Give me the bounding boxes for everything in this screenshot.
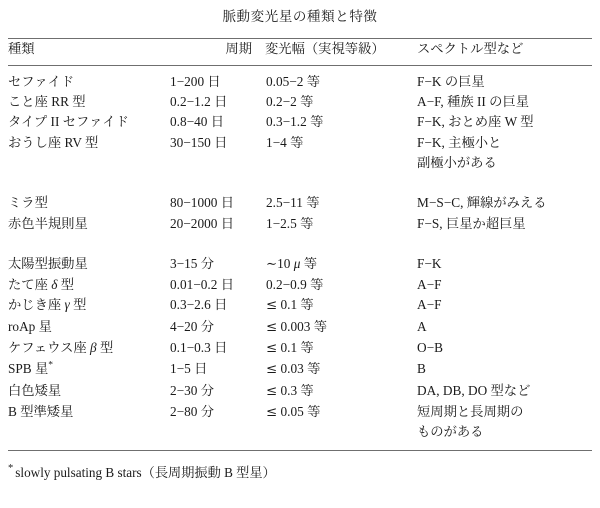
cell-period: 30−150 日 [170, 134, 228, 150]
pulsating-variable-star-body [8, 66, 592, 443]
cell-spectrum [415, 381, 592, 402]
cell-spectrum [415, 66, 592, 92]
table-row [8, 359, 592, 380]
cell-spectrum [415, 92, 592, 112]
cell-period: 0.8−40 日 [170, 114, 225, 130]
cell-type: ミラ型 [8, 195, 48, 211]
gap-cell [8, 173, 592, 193]
cell-type: おうし座 RV 型 [8, 134, 99, 150]
cell-period: 0.01−0.2 日 [170, 277, 235, 293]
cell-amplitude: 0.3−1.2 等 [266, 114, 324, 130]
cell-spectrum [415, 214, 592, 234]
cell-type: タイプ II セファイド [8, 114, 129, 130]
cell-spectrum-line: 副極小がある [417, 154, 497, 170]
table-row [8, 317, 592, 338]
cell-spectrum-line: A−F [417, 297, 442, 313]
cell-spectrum [415, 359, 592, 380]
table-header-row [8, 39, 592, 59]
table-row [8, 402, 592, 443]
cell-period: 2−30 分 [170, 382, 215, 398]
footnote-text: slowly pulsating B stars（長周期振動 B 型星） [15, 464, 276, 480]
cell-period: 0.1−0.3 日 [170, 340, 228, 356]
cell-spectrum [415, 317, 592, 338]
cell-amplitude: ≤ 0.1 等 [266, 340, 314, 357]
cell-period: 1−5 日 [170, 361, 208, 377]
cell-type: たて座 δ 型 [8, 277, 75, 293]
cell-spectrum-line: F−K, おとめ座 W 型 [417, 114, 534, 130]
table-row [8, 92, 592, 112]
table-caption: 脈動変光星の種類と特徴 [222, 9, 378, 24]
table-row [8, 193, 592, 213]
pulsating-variable-star-table [8, 39, 592, 59]
cell-spectrum [415, 193, 592, 213]
cell-type: ケフェウス座 β 型 [8, 340, 114, 356]
cell-amplitude: ≤ 0.1 等 [266, 297, 314, 314]
cell-type: 赤色半規則星 [8, 215, 88, 231]
table-row [8, 214, 592, 234]
table-row [8, 338, 592, 359]
cell-type: roAp 星 [8, 318, 52, 334]
cell-period: 80−1000 日 [170, 195, 235, 211]
cell-amplitude: 1−4 等 [266, 134, 304, 150]
cell-spectrum-line: F−K の巨星 [417, 73, 485, 89]
cell-spectrum-line: ものがある [417, 424, 484, 440]
cell-period: 1−200 日 [170, 73, 221, 89]
cell-spectrum [415, 133, 592, 174]
cell-spectrum-line: B [417, 361, 426, 377]
cell-spectrum-line: F−S, 巨星か超巨星 [417, 215, 526, 231]
cell-spectrum-line: F−K [417, 255, 442, 271]
cell-spectrum [415, 338, 592, 359]
cell-spectrum-line: 短周期と長周期の [417, 403, 524, 419]
cell-spectrum [415, 275, 592, 295]
table-row [8, 254, 592, 275]
table-row [8, 381, 592, 402]
column-header-amplitude: 変光幅（実視等級） [265, 40, 385, 56]
cell-spectrum [415, 112, 592, 132]
cell-period: 3−15 分 [170, 255, 215, 271]
footnote-marker: * [8, 463, 14, 475]
cell-amplitude: ≤ 0.05 等 [266, 403, 321, 420]
cell-amplitude: 0.2−0.9 等 [266, 277, 324, 293]
column-header-type: 種類 [8, 40, 35, 56]
table-group-gap [8, 173, 592, 193]
cell-spectrum-line: A−F, 種族 II の巨星 [417, 94, 530, 110]
cell-spectrum [415, 295, 592, 316]
table-row [8, 295, 592, 316]
cell-type: SPB 星* [8, 359, 54, 377]
cell-spectrum-line: O−B [417, 340, 443, 356]
cell-period: 20−2000 日 [170, 215, 235, 231]
gap-cell [8, 234, 592, 254]
table-row [8, 112, 592, 132]
table-row [8, 275, 592, 295]
cell-period: 2−80 分 [170, 403, 215, 419]
cell-type: こと座 RR 型 [8, 94, 86, 110]
cell-type: 太陽型振動星 [8, 255, 88, 271]
cell-amplitude: 1−2.5 等 [266, 215, 314, 231]
cell-type: B 型準矮星 [8, 403, 74, 419]
table-row [8, 133, 592, 174]
cell-amplitude: 2.5−11 等 [266, 195, 320, 211]
cell-spectrum [415, 254, 592, 275]
table-group-gap [8, 234, 592, 254]
table-footnote [8, 451, 592, 479]
cell-spectrum [415, 402, 592, 443]
cell-period: 4−20 分 [170, 318, 215, 334]
cell-type: セファイド [8, 73, 75, 89]
cell-type: かじき座 γ 型 [8, 297, 87, 313]
cell-spectrum-line: A [417, 318, 427, 334]
cell-spectrum-line: A−F [417, 277, 442, 293]
column-header-spectrum: スペクトル型など [417, 40, 524, 56]
cell-period: 0.3−2.6 日 [170, 297, 228, 313]
column-header-period: 周期 [225, 40, 252, 56]
cell-amplitude: ≤ 0.03 等 [266, 361, 321, 378]
cell-amplitude: 0.05−2 等 [266, 73, 321, 89]
cell-type: 白色矮星 [8, 382, 62, 398]
cell-amplitude: ≤ 0.003 等 [266, 318, 328, 335]
cell-spectrum-line: F−K, 主極小と [417, 134, 502, 150]
cell-amplitude: 0.2−2 等 [266, 94, 314, 110]
table-row [8, 66, 592, 92]
cell-amplitude: ≤ 0.3 等 [266, 382, 314, 399]
cell-spectrum-line: M−S−C, 輝線がみえる [417, 195, 547, 211]
cell-spectrum-line: DA, DB, DO 型など [417, 382, 531, 398]
cell-amplitude: ∼10 μ 等 [266, 255, 318, 272]
cell-period: 0.2−1.2 日 [170, 94, 228, 110]
